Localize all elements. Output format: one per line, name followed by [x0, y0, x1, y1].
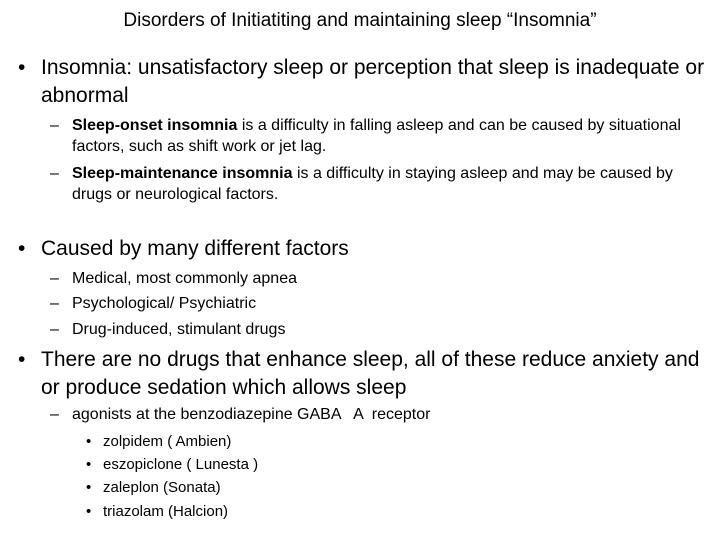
dot-mark: • — [86, 433, 92, 450]
sub-bullet-text: is a difficulty in falling asleep and can be caused by situational factors, such as shift work or jet lag. — [72, 117, 681, 155]
bullet-text: There are no drugs that enhance sleep, all of these reduce anxiety and or produce sedation which allows sleep — [41, 348, 700, 399]
dash-mark: – — [50, 321, 59, 338]
drug-item-eszopiclone — [86, 453, 486, 476]
bullet-text: Caused by many different factors — [41, 237, 349, 260]
sub-bullet-term: Sleep-maintenance insomnia — [72, 165, 293, 182]
bullet-term: Insomnia — [41, 56, 127, 79]
drug-name: zaleplon (Sonata) — [103, 479, 221, 496]
dash-mark: – — [50, 165, 59, 182]
dot-mark: • — [86, 456, 92, 473]
sub-bullet-term: Sleep-onset insomnia — [72, 117, 238, 134]
sub-bullet-drug-induced — [50, 319, 710, 340]
sub-bullet-text: Psychological/ Psychiatric — [72, 295, 257, 312]
dash-mark: – — [50, 295, 59, 312]
drug-item-zaleplon — [86, 476, 486, 499]
sub-bullet-text: Drug-induced, stimulant drugs — [72, 321, 286, 338]
dot-mark: • — [86, 479, 92, 496]
drug-name: eszopiclone ( Lunesta ) — [103, 456, 259, 473]
sub-bullet-sleep-maintenance — [50, 163, 710, 205]
sub-bullet-agonists — [50, 404, 710, 425]
drug-name: triazolam (Halcion) — [103, 503, 229, 520]
slide-title: Disorders of Initiatiting and maintaining sleep “Insomnia” — [123, 10, 597, 31]
bullet-insomnia — [18, 54, 708, 110]
dash-mark: – — [50, 117, 59, 134]
bullet-causes — [18, 235, 708, 263]
sub-bullet-text: is a difficulty in staying asleep and may be caused by drugs or neurological factors. — [72, 165, 673, 203]
bullet-no-drugs — [18, 346, 708, 402]
bullet-mark: • — [18, 348, 26, 371]
bullet-text: : unsatisfactory sleep or perception that sleep is inadequate or abnormal — [41, 56, 705, 107]
drug-item-triazolam — [86, 500, 486, 523]
drug-name: zolpidem ( Ambien) — [103, 433, 232, 450]
sub-bullet-medical — [50, 268, 710, 289]
dash-mark: – — [50, 270, 59, 287]
sub-bullet-text: agonists at the benzodiazepine GABA A receptor — [72, 406, 431, 423]
bullet-mark: • — [18, 237, 26, 260]
sub-bullet-sleep-onset — [50, 115, 710, 157]
sub-bullet-psychological — [50, 293, 710, 314]
sub-bullet-text: Medical, most commonly apnea — [72, 270, 297, 287]
dash-mark: – — [50, 406, 59, 423]
drug-item-zolpidem — [86, 430, 486, 453]
dot-mark: • — [86, 503, 92, 520]
bullet-mark: • — [18, 56, 26, 79]
